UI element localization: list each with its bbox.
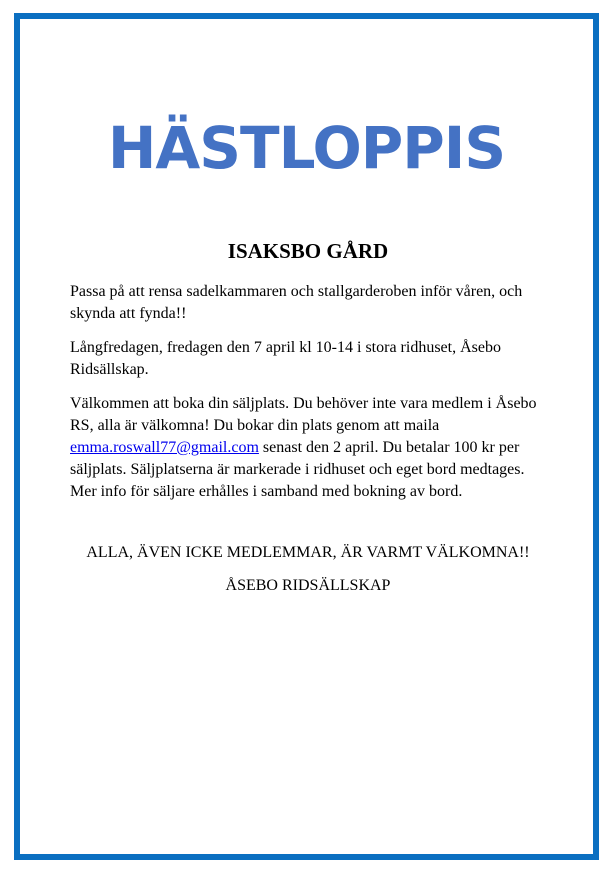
paragraph-booking — [70, 393, 550, 503]
paragraph-intro: Passa på att rensa sadelkammaren och stallgarderoben inför våren, och skynda att fynda!! — [70, 283, 523, 322]
signature-line: ÅSEBO RIDSÄLLSKAP — [225, 577, 391, 594]
paragraph-date: Långfredagen, fredagen den 7 april kl 10-14 i stora ridhuset, Åsebo Ridsällskap. — [70, 339, 501, 378]
email-link[interactable]: emma.roswall77@gmail.com — [70, 439, 259, 456]
poster-frame — [14, 13, 599, 860]
poster-body — [70, 281, 550, 515]
booking-text-before: Välkommen att boka din säljplats. Du behöver inte vara medlem i Åsebo RS, alla är välkomna! Du bokar din plats genom att maila — [70, 395, 537, 434]
poster-subtitle: ISAKSBO GÅRD — [227, 239, 389, 263]
poster-title: HÄSTLOPPIS — [107, 114, 506, 182]
welcome-line: ALLA, ÄVEN ICKE MEDLEMMAR, ÄR VARMT VÄLKOMNA!! — [86, 544, 530, 561]
booking-text-after: senast den 2 april. Du betalar 100 kr per säljplats. Säljplatserna är markerade i ridhuset och eget bord medtages. Mer info för säljare erhålles i samband med bokning av bord. — [70, 439, 525, 500]
